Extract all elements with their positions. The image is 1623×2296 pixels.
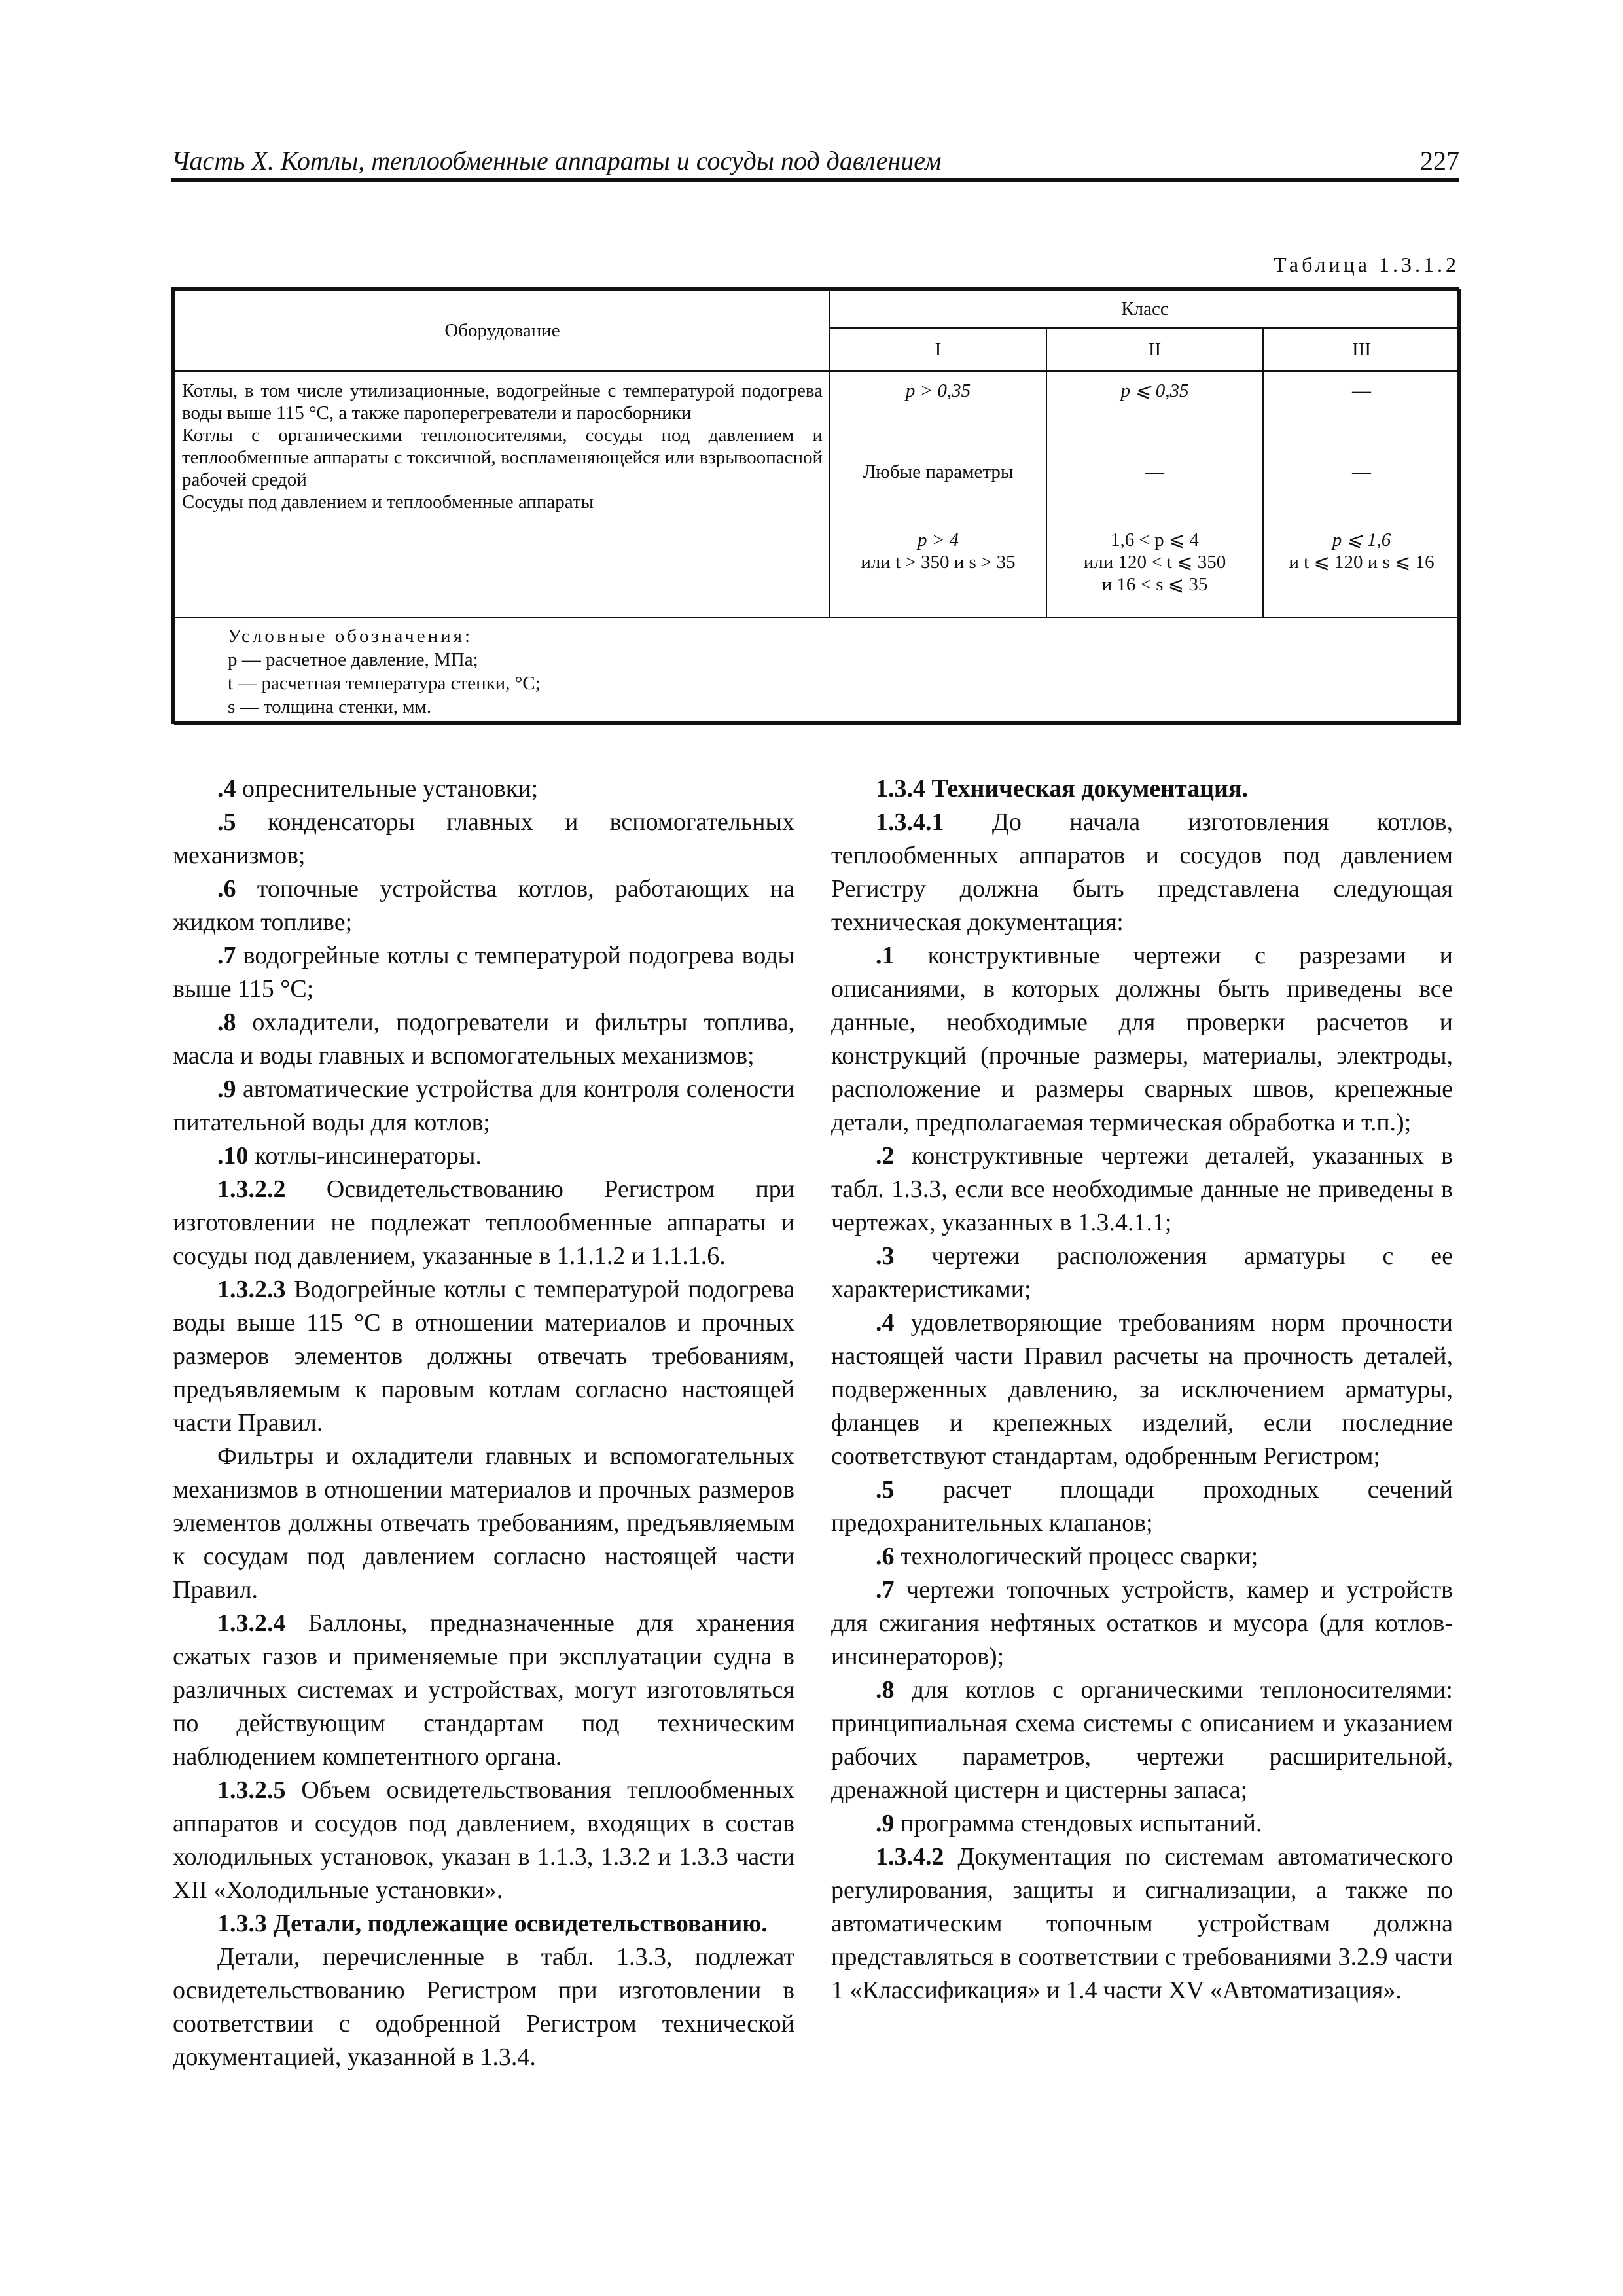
row3-class2-line2: или 120 < t ⩽ 350	[1083, 552, 1226, 573]
table-legend	[175, 617, 1460, 725]
paragraph: .5 расчет площади проходных сечений предохранительных клапанов;	[831, 1476, 1453, 1537]
table-caption: Таблица 1.3.1.2	[1274, 253, 1459, 276]
paragraph: .9 автоматические устройства для контроля солености питательной воды для котлов;	[173, 1075, 794, 1136]
paragraph: Детали, перечисленные в табл. 1.3.3, подлежат освидетельствованию Регистром при изготовлении в соответствии с одобренной Регистром технической документацией, указанной в 1.3.4.	[173, 1943, 794, 2071]
paragraph: Фильтры и охладители главных и вспомогательных механизмов в отношении материалов и прочных размеров элементов должны отвечать требованиям, предъявляемым к сосудам под давлением согласно настоящей части Правил.	[173, 1443, 794, 1604]
paragraph: .8 для котлов с органическими теплоносителями: принципиальная схема системы с описанием и указанием рабочих параметров, чертежи расширительной, дренажной цистерн и цистерны запаса;	[831, 1676, 1453, 1804]
row3-class3-line2: и t ⩽ 120 и s ⩽ 16	[1289, 552, 1435, 573]
paragraph: 1.3.4.2 Документация по системам автоматического регулирования, защиты и сигнализации, а также по автоматическим топочным устройствам должна представляться в соответствии с требованиями 3.2.9 части 1 «Классификация» и 1.4 части XV «Автоматизация».	[831, 1843, 1453, 2004]
equipment-cell	[175, 371, 830, 617]
header-class-1: I	[830, 328, 1046, 371]
row3-class1-line1: p > 4	[917, 529, 959, 550]
header-class-3: III	[1263, 328, 1460, 371]
row1-class2: p ⩽ 0,35	[1120, 380, 1189, 401]
paragraph: .2 конструктивные чертежи деталей, указанных в табл. 1.3.3, если все необходимые данные не приведены в чертежах, указанных в 1.3.4.1.1;	[831, 1142, 1453, 1236]
row2-class3: —	[1352, 461, 1371, 482]
paragraph: .6 топочные устройства котлов, работающих на жидком топливе;	[173, 875, 794, 936]
paragraph: 1.3.2.2 Освидетельствованию Регистром при изготовлении не подлежат теплообменные аппараты и сосуды под давлением, указанные в 1.1.1.2 и 1.1.1.6.	[173, 1175, 794, 1270]
row2-class2: —	[1145, 461, 1164, 482]
paragraph: 1.3.2.4 Баллоны, предназначенные для хранения сжатых газов и применяемые при эксплуатации судна в различных системах и устройствах, могут изготовляться по действующим стандартам под техническим наблюдением компетентного органа.	[173, 1609, 794, 1770]
equipment-row-1: Котлы, в том числе утилизационные, водогрейные с температурой подогрева воды выше 115 °С, а также пароперегреватели и паросборники	[182, 380, 823, 423]
page-number: 227	[1420, 146, 1459, 175]
paragraph: .8 охладители, подогреватели и фильтры топлива, масла и воды главных и вспомогательных механизмов;	[173, 1009, 794, 1069]
legend-title: Условные обозначения:	[228, 626, 473, 647]
equipment-row-2: Котлы с органическими теплоносителями, сосуды под давлением и теплообменные аппараты с токсичной, воспламеняющейся или взрывоопасной рабочей средой	[182, 425, 823, 490]
row3-class3-line1: p ⩽ 1,6	[1332, 529, 1391, 550]
paragraph: 1.3.4.1 До начала изготовления котлов, теплообменных аппаратов и сосудов под давлением Регистру должна быть представлена следующая техническая документация:	[831, 808, 1453, 936]
class-1-values	[830, 371, 1046, 617]
paragraph: .5 конденсаторы главных и вспомогательных механизмов;	[173, 808, 794, 869]
header-equipment: Оборудование	[175, 290, 830, 371]
paragraph: .7 водогрейные котлы с температурой подогрева воды выше 115 °С;	[173, 942, 794, 1003]
section-heading: 1.3.3 Детали, подлежащие освидетельствованию.	[217, 1910, 768, 1937]
section-heading: 1.3.4 Техническая документация.	[876, 775, 1248, 802]
running-title: Часть X. Котлы, теплообменные аппараты и сосуды под давлением	[171, 146, 942, 175]
paragraph: .9 программа стендовых испытаний.	[876, 1810, 1262, 1837]
row3-class1-line2: или t > 350 и s > 35	[861, 552, 1016, 573]
legend-p: p — расчетное давление, МПа;	[228, 649, 478, 670]
left-column	[173, 772, 794, 2074]
header-class: Класс	[830, 290, 1460, 328]
row3-class2-line3: и 16 < s ⩽ 35	[1101, 574, 1208, 595]
header-rule	[171, 178, 1459, 182]
paragraph: 1.3.2.5 Объем освидетельствования теплообменных аппаратов и сосудов под давлением, входящих в состав холодильных установок, указан в 1.1.3, 1.3.2 и 1.3.3 части XII «Холодильные установки».	[173, 1776, 794, 1904]
page-header	[171, 145, 1459, 179]
legend-s: s — толщина стенки, мм.	[228, 696, 432, 717]
paragraph: .3 чертежи расположения арматуры с ее характеристиками;	[831, 1242, 1453, 1303]
row1-class3: —	[1352, 380, 1371, 401]
class-3-values	[1263, 371, 1460, 617]
header-class-2: II	[1046, 328, 1263, 371]
classification-table	[171, 287, 1459, 724]
paragraph: .1 конструктивные чертежи с разрезами и описаниями, в которых должны быть приведены все данные, необходимые для проверки расчетов и конструкций (прочные размеры, материалы, электроды, расположение и размеры сварных швов, крепежные детали, предполагаемая термическая обработка и т.п.);	[831, 942, 1453, 1136]
paragraph: 1.3.2.3 Водогрейные котлы с температурой подогрева воды выше 115 °С в отношении материалов и прочных размеров элементов должны отвечать требованиям, предъявляемым к паровым котлам согласно настоящей части Правил.	[173, 1276, 794, 1437]
equipment-row-3: Сосуды под давлением и теплообменные аппараты	[182, 492, 594, 512]
paragraph: .7 чертежи топочных устройств, камер и устройств для сжигания нефтяных остатков и мусора (для котлов-инсинераторов);	[831, 1576, 1453, 1670]
row1-class1: p > 0,35	[905, 380, 971, 401]
paragraph: .10 котлы-инсинераторы.	[217, 1142, 482, 1170]
paragraph: .6 технологический процесс сварки;	[876, 1543, 1258, 1570]
right-column	[831, 772, 1453, 2007]
class-2-values	[1046, 371, 1263, 617]
paragraph: .4 удовлетворяющие требованиям норм прочности настоящей части Правил расчеты на прочность деталей, подверженных давлению, за исключением арматуры, фланцев и крепежных изделий, если последние соответствуют стандартам, одобренным Регистром;	[831, 1309, 1453, 1470]
row3-class2-line1: 1,6 < p ⩽ 4	[1111, 529, 1199, 550]
row2-class1: Любые параметры	[863, 461, 1014, 482]
legend-t: t — расчетная температура стенки, °С;	[228, 673, 541, 694]
paragraph: .4 опреснительные установки;	[217, 775, 539, 802]
